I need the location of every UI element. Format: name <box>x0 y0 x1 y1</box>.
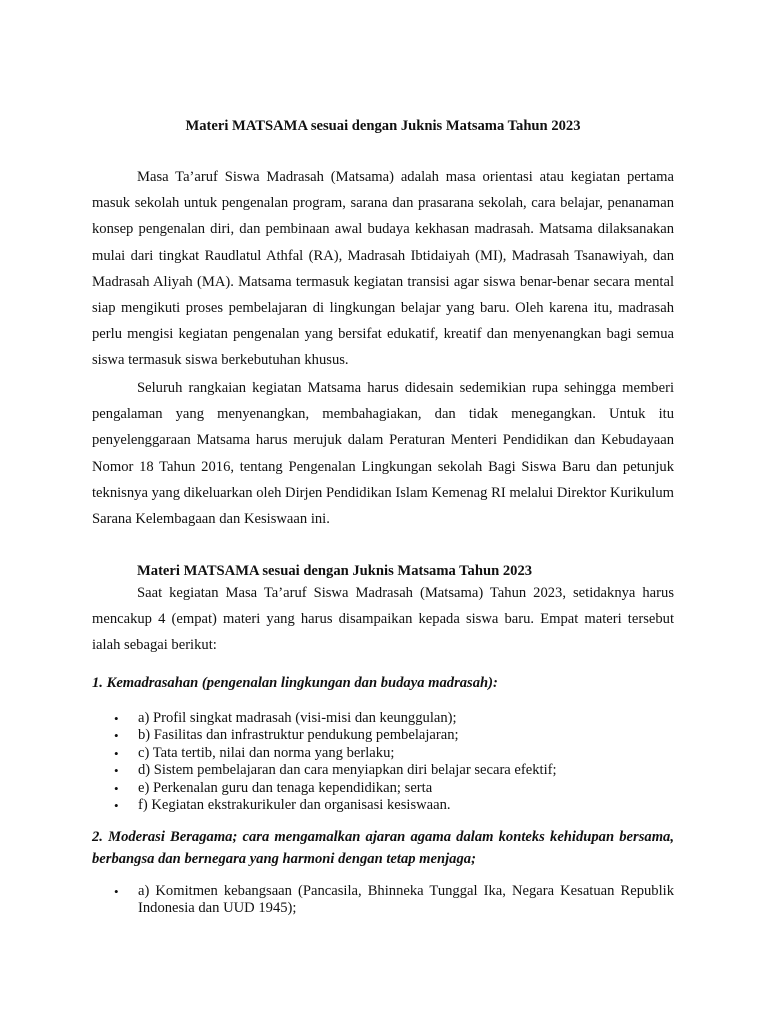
list-item-text: e) Perkenalan guru dan tenaga kependidikan; serta <box>138 779 433 796</box>
section1-list <box>92 710 674 814</box>
materials-intro-paragraph: Saat kegiatan Masa Ta’aruf Siswa Madrasah (Matsama) Tahun 2023, setidaknya harus mencakup 4 (empat) materi yang harus disampaikan kepada siswa baru. Empat materi tersebut ialah sebagai berikut: <box>92 585 674 654</box>
list-item <box>92 762 674 779</box>
intro-paragraph: Masa Ta’aruf Siswa Madrasah (Matsama) adalah masa orientasi atau kegiatan pertama masuk sekolah untuk pengenalan program, sarana dan prasarana sekolah, cara belajar, penanaman konsep pengenalan diri, dan pembinaan awal budaya kekhasan madrasah. Matsama dilaksanakan mulai dari tingkat Raudlatul Athfal (RA), Madrasah Ibtidaiyah (MI), Madrasah Tsanawiyah, dan Madrasah Aliyah (MA). Matsama termasuk kegiatan transisi agar siswa benar-benar secara mental siap mengikuti proses pembelajaran di lingkungan belajar yang baru. Oleh karena itu, madrasah perlu mengisi kegiatan pengenalan yang bersifat edukatif, kreatif dan menyenangkan bagi semua siswa termasuk siswa berkebutuhan khusus. <box>92 169 674 369</box>
regulation-paragraph: Seluruh rangkaian kegiatan Matsama harus didesain sedemikian rupa sehingga memberi pengalaman yang menyenangkan, membahagiakan, dan tidak menegangkan. Untuk itu penyelenggaraan Matsama harus merujuk dalam Peraturan Menteri Pendidikan dan Kebudayaan Nomor 18 Tahun 2016, tentang Pengenalan Lingkungan sekolah Bagi Siswa Baru dan petunjuk teknisnya yang dikeluarkan oleh Dirjen Pendidikan Islam Kemenag RI melalui Direktor Kurikulum Sarana Kelembagaan dan Kesiswaan ini. <box>92 380 674 528</box>
section1-heading: 1. Kemadrasahan (pengenalan lingkungan dan budaya madrasah): <box>92 675 498 691</box>
bullet-icon: • <box>114 728 119 744</box>
section-title: Materi MATSAMA sesuai dengan Juknis Matsama Tahun 2023 <box>137 563 533 579</box>
bullet-icon: • <box>114 780 119 796</box>
list-item-text: a) Profil singkat madrasah (visi-misi dan keunggulan); <box>138 710 457 726</box>
document-title: Materi MATSAMA sesuai dengan Juknis Matsama Tahun 2023 <box>185 118 581 134</box>
list-item <box>92 710 674 727</box>
bullet-icon: • <box>114 711 119 726</box>
list-item-text: d) Sistem pembelajaran dan cara menyiapkan diri belajar secara efektif; <box>138 762 557 779</box>
list-item-text: f) Kegiatan ekstrakurikuler dan organisasi kesiswaan. <box>138 797 451 814</box>
list-item-text: b) Fasilitas dan infrastruktur pendukung pembelajaran; <box>138 727 459 744</box>
list-item <box>92 797 674 814</box>
bullet-icon: • <box>114 745 119 761</box>
bullet-icon: • <box>114 884 119 899</box>
section2-list <box>92 883 674 918</box>
list-item-text: c) Tata tertib, nilai dan norma yang berlaku; <box>138 744 395 761</box>
bullet-icon: • <box>114 763 119 779</box>
list-item <box>92 745 674 762</box>
list-item-text: a) Komitmen kebangsaan (Pancasila, Bhinneka Tunggal Ika, Negara Kesatuan Republik Indonesia dan UUD 1945); <box>138 883 674 917</box>
bullet-icon: • <box>114 798 119 814</box>
list-item <box>92 727 674 744</box>
section2-heading: 2. Moderasi Beragama; cara mengamalkan ajaran agama dalam konteks kehidupan bersama, berbangsa dan bernegara yang harmoni dengan tetap menjaga; <box>92 829 674 867</box>
list-item <box>92 883 674 918</box>
list-item <box>92 780 674 797</box>
